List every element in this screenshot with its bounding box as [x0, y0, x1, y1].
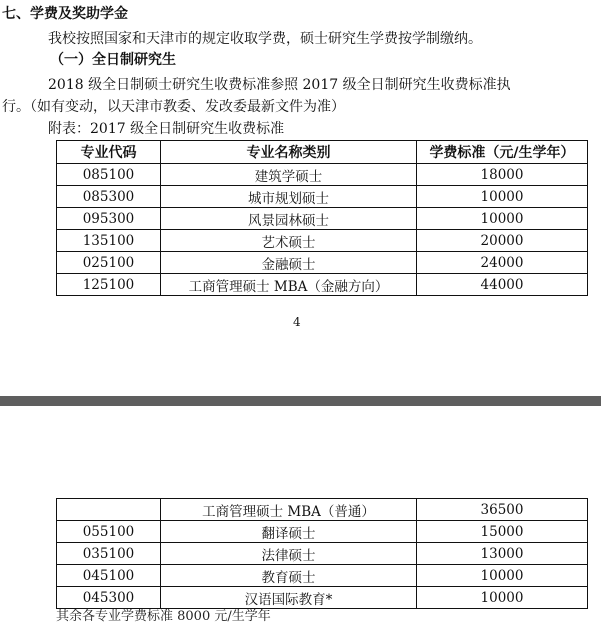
cell-major-name: 汉语国际教育* — [161, 587, 417, 609]
document-page-bottom — [0, 406, 601, 624]
table-row — [57, 164, 588, 186]
cell-major-code: 045300 — [57, 587, 161, 609]
cell-major-code: 025100 — [57, 252, 161, 274]
header-tuition: 学费标准（元/生学年） — [417, 141, 588, 164]
cell-major-name: 工商管理硕士 MBA（金融方向） — [161, 274, 417, 296]
fee-table-part-1 — [56, 140, 588, 296]
cell-tuition: 15000 — [417, 521, 588, 543]
table-caption: 附表：2017 级全日制研究生收费标准 — [48, 121, 285, 137]
table-row — [57, 186, 588, 208]
section-heading: 七、学费及奖助学金 — [2, 6, 128, 22]
cell-major-name: 艺术硕士 — [161, 230, 417, 252]
cell-tuition: 24000 — [417, 252, 588, 274]
page-number: 4 — [293, 315, 301, 329]
header-major-name: 专业名称类别 — [161, 141, 417, 164]
paragraph-line-2: 行。（如有变动，以天津市教委、发改委最新文件为准） — [2, 99, 345, 115]
table-row — [57, 565, 588, 587]
table-row — [57, 208, 588, 230]
cell-tuition: 18000 — [417, 164, 588, 186]
header-major-code: 专业代码 — [57, 141, 161, 164]
cell-tuition: 10000 — [417, 208, 588, 230]
cell-tuition: 44000 — [417, 274, 588, 296]
cell-major-code: 125100 — [57, 274, 161, 296]
cell-major-code: 085300 — [57, 186, 161, 208]
cell-major-name: 城市规划硕士 — [161, 186, 417, 208]
cut-off-text: 其余各专业学费标准 8000 元/生学年 — [56, 609, 271, 624]
cell-tuition: 10000 — [417, 565, 588, 587]
cell-major-name: 翻译硕士 — [161, 521, 417, 543]
cell-tuition: 36500 — [417, 499, 588, 521]
cell-major-code: 035100 — [57, 543, 161, 565]
table-row — [57, 521, 588, 543]
cell-major-code: 055100 — [57, 521, 161, 543]
cell-major-code: 045100 — [57, 565, 161, 587]
table-row — [57, 499, 588, 521]
cell-tuition: 13000 — [417, 543, 588, 565]
paragraph-line-1: 2018 级全日制硕士研究生收费标准参照 2017 级全日制研究生收费标准执 — [48, 77, 511, 93]
cell-major-name: 法律硕士 — [161, 543, 417, 565]
fee-table-part-2 — [56, 498, 588, 609]
cell-tuition: 10000 — [417, 186, 588, 208]
subsection-heading: （一）全日制研究生 — [50, 52, 176, 68]
cell-major-code: 095300 — [57, 208, 161, 230]
table-header-row — [57, 141, 588, 164]
table-row — [57, 274, 588, 296]
cell-major-name: 工商管理硕士 MBA（普通） — [161, 499, 417, 521]
intro-paragraph: 我校按照国家和天津市的规定收取学费，硕士研究生学费按学制缴纳。 — [48, 31, 482, 47]
cell-major-name: 教育硕士 — [161, 565, 417, 587]
cell-tuition: 20000 — [417, 230, 588, 252]
cell-major-name: 风景园林硕士 — [161, 208, 417, 230]
cell-major-code — [57, 499, 161, 521]
cell-tuition: 10000 — [417, 587, 588, 609]
page-separator — [0, 396, 601, 406]
table-row — [57, 230, 588, 252]
cell-major-code: 135100 — [57, 230, 161, 252]
cell-major-code: 085100 — [57, 164, 161, 186]
cell-major-name: 建筑学硕士 — [161, 164, 417, 186]
table-row — [57, 543, 588, 565]
cell-major-name: 金融硕士 — [161, 252, 417, 274]
table-row — [57, 252, 588, 274]
